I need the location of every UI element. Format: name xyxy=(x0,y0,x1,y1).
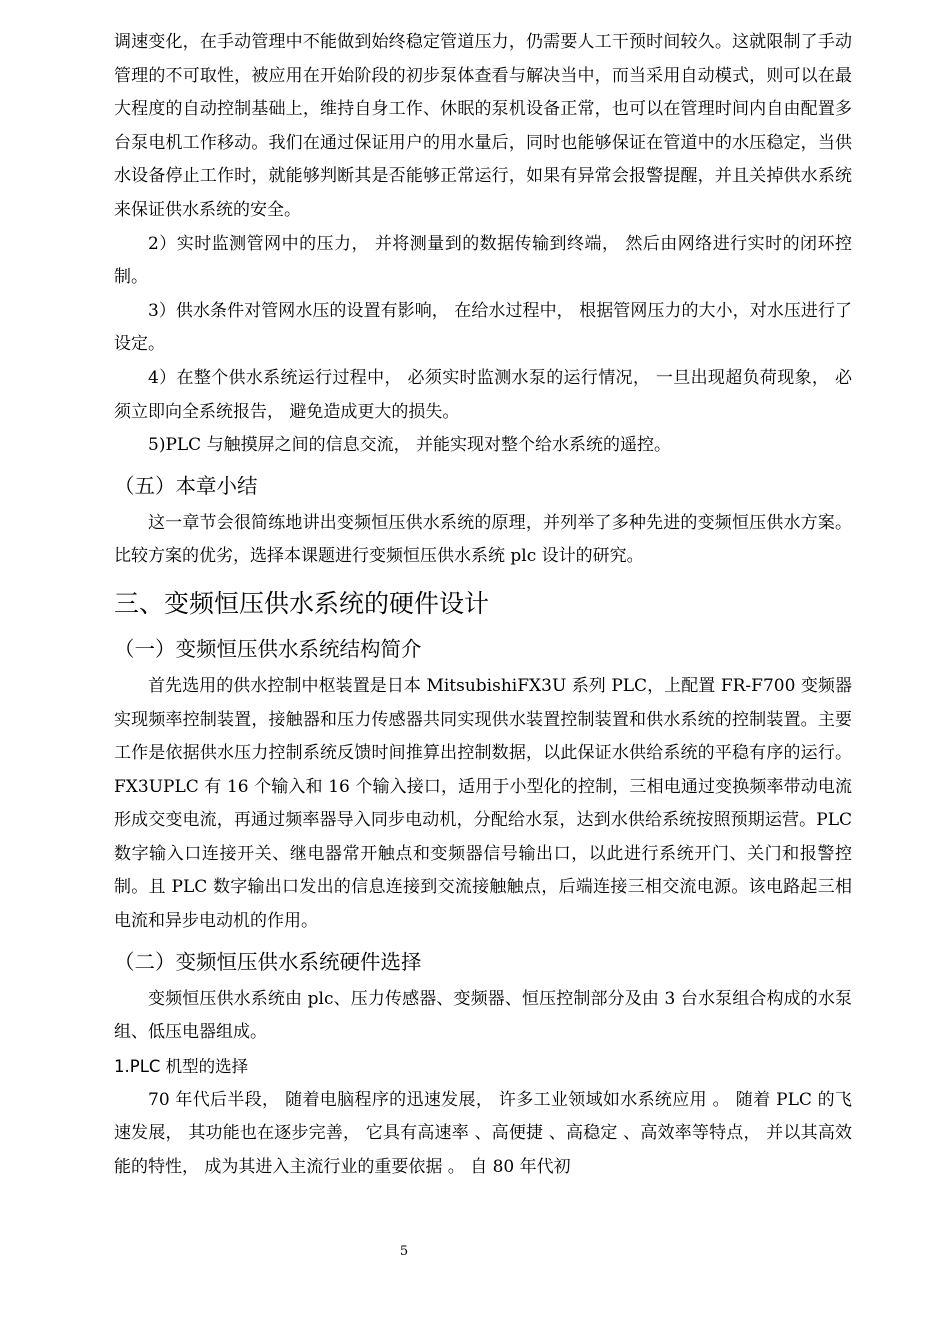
paragraph-item-5: 5)PLC 与触摸屏之间的信息交流， 并能实现对整个给水系统的遥控。 xyxy=(148,435,671,456)
paragraph-plc-model: 70 年代后半段， 随着电脑程序的迅速发展， 许多工业领域如水系统应用 。 随着 PLC 的飞速发展， 其功能也在逐步完善， 它具有高速率 、高便捷 、高稳定 、高效率等特点， 并以其高效能的特性， 成为其进入主流行业的重要依据 。 自 80 年代初 xyxy=(114,1089,852,1178)
paragraph-hardware-selection: 变频恒压供水系统由 plc、压力传感器、变频器、恒压控制部分及由 3 台水泵组合构成的水泵组、低压电器组成。 xyxy=(114,988,852,1043)
paragraph-item-2: 2）实时监测管网中的压力， 并将测量到的数据传输到终端， 然后由网络进行实时的闭环控制。 xyxy=(114,233,852,288)
paragraph-chapter-summary: 这一章节会很简练地讲出变频恒压供水系统的原理，并列举了多种先进的变频恒压供水方案。比较方案的优劣，选择本课题进行变频恒压供水系统 plc 设计的研究。 xyxy=(114,512,852,567)
heading-hardware-selection: （二）变频恒压供水系统硬件选择 xyxy=(114,949,422,974)
paragraph-system-structure: 首先选用的供水控制中枢装置是日本 MitsubishiFX3U 系列 PLC，上配置 FR-F700 变频器实现频率控制装置，接触器和压力传感器共同实现供水装置控制装置和供水系统的控制装置。主要工作是依据供水压力控制系统反馈时间推算出控制数据，以此保证水供给系统的平稳有序的运行。FX3UPLC 有 16 个输入和 16 个输入接口，适用于小型化的控制，三相电通过变换频率带动电流形成交变电流，再通过频率器导入同步电动机，分配给水泵，达到水供给系统按照预期运营。PLC 数字输入口连接开关、继电器常开触点和变频器信号输出口，以此进行系统开门、关门和报警控制。且 PLC 数字输出口发出的信息连接到交流接触触点，后端连接三相交流电源。该电路起三相电流和异步电动机的作用。 xyxy=(114,675,852,932)
paragraph-item-3: 3）供水条件对管网水压的设置有影响， 在给水过程中， 根据管网压力的大小，对水压进行了设定。 xyxy=(114,300,852,355)
heading-chapter-3: 三、变频恒压供水系统的硬件设计 xyxy=(114,588,490,618)
heading-chapter-summary: （五）本章小结 xyxy=(114,473,258,498)
page-number: 5 xyxy=(399,1244,409,1259)
heading-system-structure: （一）变频恒压供水系统结构简介 xyxy=(114,636,422,661)
paragraph-item-4: 4）在整个供水系统运行过程中， 必须实时监测水泵的运行情况， 一旦出现超负荷现象， 必须立即向全系统报告， 避免造成更大的损失。 xyxy=(114,367,852,422)
paragraph-continued: 调速变化，在手动管理中不能做到始终稳定管道压力，仍需要人工干预时间较久。这就限制了手动管理的不可取性，被应用在开始阶段的初步泵体查看与解决当中，而当采用自动模式，则可以在最大程度的自动控制基础上，维持自身工作、休眠的泵机设备正常，也可以在管理时间内自由配置多台泵电机工作移动。我们在通过保证用户的用水量后，同时也能够保证在管道中的水压稳定，当供水设备停止工作时，就能够判断其是否能够正常运行，如果有异常会报警提醒，并且关掉供水系统来保证供水系统的安全。 xyxy=(114,32,852,220)
document-body xyxy=(114,26,852,1185)
heading-plc-model: 1.PLC 机型的选择 xyxy=(114,1056,249,1076)
